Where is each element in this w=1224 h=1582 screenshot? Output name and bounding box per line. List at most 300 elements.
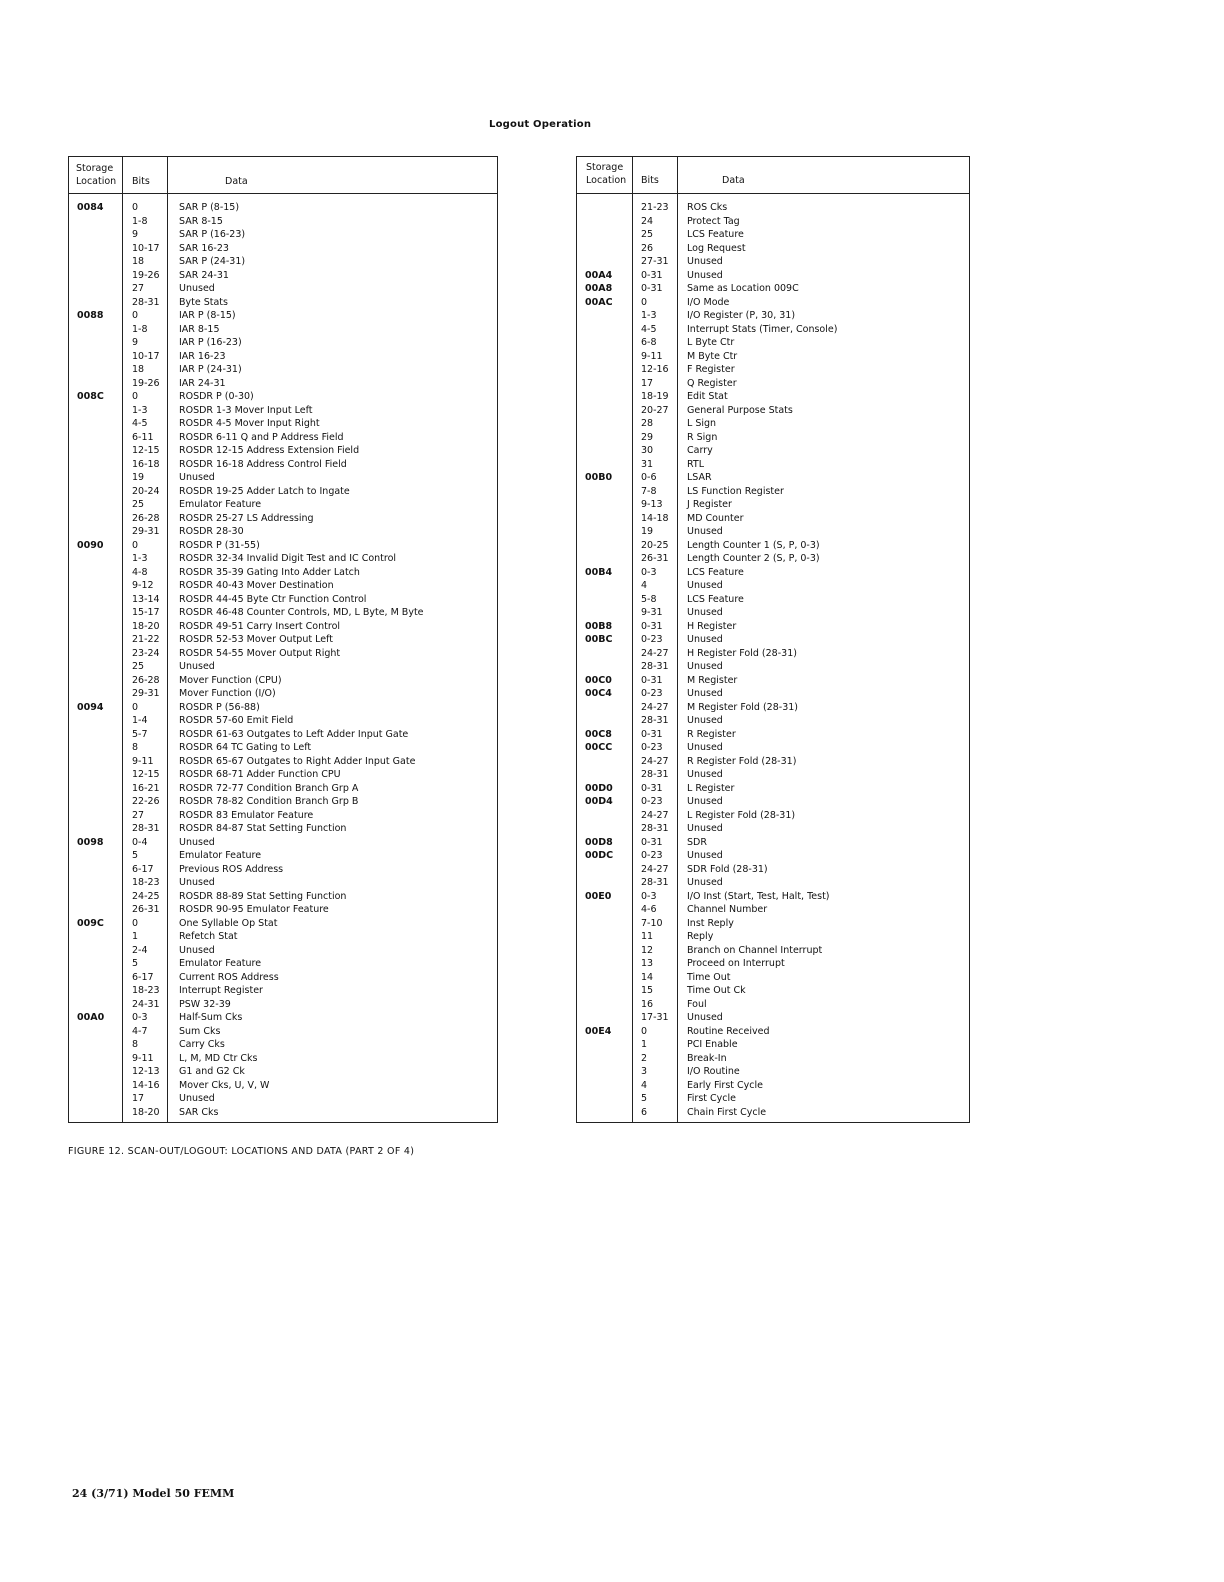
- table-row: [69, 890, 497, 904]
- cell-bits: 0-23: [641, 850, 663, 861]
- cell-bits: 14-18: [641, 512, 669, 524]
- table-row: [69, 228, 497, 242]
- cell-data: Reply: [687, 931, 714, 942]
- cell-bits: 28-31: [641, 661, 669, 672]
- cell-bits: 17: [132, 1093, 145, 1104]
- cell-data: J Register: [687, 499, 732, 510]
- cell-data: Previous ROS Address: [179, 863, 284, 875]
- cell-bits: 9-11: [641, 350, 663, 362]
- cell-location: 00A4: [585, 269, 613, 281]
- cell-data: L Sign: [687, 418, 717, 429]
- cell-data: RTL: [687, 458, 705, 470]
- table-row: [577, 417, 969, 431]
- cell-data: ROSDR P (0-30): [179, 391, 254, 402]
- cell-bits: 26-31: [641, 553, 669, 564]
- cell-bits: 16-21: [132, 782, 160, 794]
- cell-data: Refetch Stat: [179, 931, 238, 942]
- cell-bits: 1: [132, 931, 139, 942]
- cell-bits: 5: [641, 1093, 648, 1104]
- cell-data: R Register: [687, 728, 736, 740]
- cell-bits: 0-31: [641, 728, 663, 740]
- cell-data: SDR: [687, 836, 707, 848]
- cell-data: Unused: [687, 688, 723, 699]
- cell-data: ROSDR P (31-55): [179, 539, 260, 551]
- table-row: [577, 431, 969, 445]
- cell-data: Unused: [687, 823, 723, 834]
- cell-bits: 19: [132, 472, 145, 483]
- cell-location: 00E4: [585, 1025, 612, 1037]
- cell-bits: 31: [641, 458, 654, 470]
- cell-bits: 0-31: [641, 674, 663, 686]
- table-row: [69, 431, 497, 445]
- table-row: [69, 863, 497, 877]
- cell-bits: 12-16: [641, 364, 669, 375]
- table-row: [69, 647, 497, 661]
- table-row: [69, 876, 497, 890]
- table-row: [69, 606, 497, 620]
- cell-bits: 29-31: [132, 688, 160, 699]
- table-row: [69, 768, 497, 782]
- cell-data: Unused: [687, 769, 723, 780]
- cell-bits: 0: [132, 917, 139, 929]
- cell-data: ROSDR 78-82 Condition Branch Grp B: [179, 796, 359, 807]
- table-row: [69, 417, 497, 431]
- cell-data: ROSDR 16-18 Address Control Field: [179, 458, 347, 470]
- table-row: [577, 944, 969, 958]
- table-row: [577, 633, 969, 647]
- cell-data: Routine Received: [687, 1025, 770, 1037]
- cell-bits: 0-4: [132, 836, 148, 848]
- table-row: [577, 539, 969, 553]
- cell-data: ROSDR P (56-88): [179, 701, 260, 713]
- cell-bits: 12-15: [132, 445, 160, 456]
- cell-bits: 18: [132, 256, 145, 267]
- cell-bits: 0-31: [641, 269, 663, 281]
- cell-bits: 0: [132, 391, 139, 402]
- table-row: [69, 323, 497, 337]
- table-row: [69, 917, 497, 931]
- cell-bits: 16: [641, 998, 654, 1010]
- cell-bits: 18-20: [132, 620, 160, 632]
- cell-bits: 28-31: [641, 823, 669, 834]
- cell-bits: 5: [132, 958, 139, 969]
- cell-data: ROSDR 54-55 Mover Output Right: [179, 647, 341, 659]
- cell-data: SDR Fold (28-31): [687, 863, 768, 875]
- cell-bits: 27: [132, 283, 145, 294]
- cell-location: 00A8: [585, 283, 613, 294]
- table-row: [69, 903, 497, 917]
- cell-bits: 13-14: [132, 593, 160, 605]
- cell-data: ROSDR 72-77 Condition Branch Grp A: [179, 782, 359, 794]
- table-row: [69, 498, 497, 512]
- cell-data: Inst Reply: [687, 917, 734, 929]
- cell-bits: 4-5: [641, 323, 657, 335]
- table-row: [577, 444, 969, 458]
- table-row: [577, 701, 969, 715]
- cell-bits: 1-3: [641, 310, 657, 321]
- cell-bits: 13: [641, 958, 654, 969]
- cell-data: ROSDR 28-30: [179, 526, 244, 537]
- cell-data: Unused: [179, 283, 215, 294]
- table-row: [69, 485, 497, 499]
- cell-location: 00B4: [585, 566, 613, 578]
- cell-data: Unused: [179, 1093, 215, 1104]
- table-row: [69, 620, 497, 634]
- table-row: [69, 471, 497, 485]
- cell-data: Time Out Ck: [687, 985, 746, 996]
- table-row: [69, 1106, 497, 1120]
- cell-bits: 24-27: [641, 863, 669, 875]
- cell-bits: 9: [132, 229, 139, 240]
- table-row: [69, 336, 497, 350]
- table-row: [577, 404, 969, 418]
- table-row: [577, 579, 969, 593]
- cell-data: ROSDR 1-3 Mover Input Left: [179, 404, 313, 416]
- cell-bits: 25: [641, 229, 654, 240]
- cell-data: M Byte Ctr: [687, 350, 738, 362]
- cell-data: Byte Stats: [179, 296, 228, 308]
- cell-data: ROSDR 40-43 Mover Destination: [179, 580, 334, 591]
- cell-data: Interrupt Stats (Timer, Console): [687, 323, 838, 335]
- cell-data: Proceed on Interrupt: [687, 958, 785, 969]
- cell-bits: 0-3: [641, 566, 657, 578]
- cell-bits: 6-17: [132, 971, 154, 983]
- cell-bits: 1-8: [132, 215, 148, 227]
- header-location: Location: [76, 176, 117, 187]
- cell-location: 0098: [77, 836, 104, 848]
- table-row: [69, 998, 497, 1012]
- cell-data: I/O Register (P, 30, 31): [687, 310, 796, 321]
- table-body: [577, 201, 969, 1119]
- cell-bits: 3: [641, 1066, 648, 1077]
- cell-data: H Register Fold (28-31): [687, 647, 797, 659]
- table-row: [69, 687, 497, 701]
- cell-bits: 0-31: [641, 283, 663, 294]
- cell-bits: 0-3: [132, 1012, 148, 1023]
- cell-bits: 26-28: [132, 674, 160, 686]
- cell-bits: 6-11: [132, 431, 154, 443]
- table-row: [577, 593, 969, 607]
- cell-bits: 9-11: [132, 755, 154, 767]
- table-row: [577, 296, 969, 310]
- cell-data: SAR P (24-31): [179, 256, 246, 267]
- table-row: [69, 1038, 497, 1052]
- cell-bits: 15: [641, 985, 654, 996]
- cell-bits: 10-17: [132, 242, 160, 254]
- table-row: [577, 350, 969, 364]
- table-row: [577, 930, 969, 944]
- table-row: [577, 552, 969, 566]
- cell-bits: 24-27: [641, 647, 669, 659]
- cell-bits: 20-25: [641, 539, 669, 551]
- cell-bits: 24: [641, 215, 654, 227]
- table-row: [69, 957, 497, 971]
- cell-bits: 5-7: [132, 728, 148, 740]
- header-location: Location: [586, 175, 627, 186]
- cell-bits: 7-8: [641, 485, 657, 497]
- cell-data: ROSDR 65-67 Outgates to Right Adder Input Gate: [179, 755, 416, 767]
- cell-data: SAR 8-15: [179, 215, 223, 227]
- cell-bits: 16-18: [132, 458, 160, 470]
- cell-data: Chain First Cycle: [687, 1106, 767, 1118]
- cell-data: Unused: [179, 472, 215, 483]
- cell-data: PSW 32-39: [179, 998, 231, 1010]
- cell-data: Length Counter 2 (S, P, 0-3): [687, 553, 820, 564]
- table-row: [69, 593, 497, 607]
- table-row: [577, 566, 969, 580]
- table-row: [577, 836, 969, 850]
- table-row: [577, 525, 969, 539]
- cell-bits: 6: [641, 1106, 648, 1118]
- cell-data: H Register: [687, 620, 737, 632]
- table-row: [577, 998, 969, 1012]
- cell-location: 00CC: [585, 742, 613, 753]
- cell-bits: 0-23: [641, 796, 663, 807]
- table-row: [69, 944, 497, 958]
- cell-data: L, M, MD Ctr Cks: [179, 1052, 258, 1064]
- cell-bits: 4-6: [641, 904, 657, 915]
- cell-data: Mover Cks, U, V, W: [179, 1079, 270, 1091]
- table-row: [69, 782, 497, 796]
- table-row: [577, 674, 969, 688]
- cell-data: M Register Fold (28-31): [687, 701, 798, 713]
- cell-location: 00C0: [585, 674, 612, 686]
- table-row: [577, 255, 969, 269]
- cell-bits: 9-13: [641, 499, 663, 510]
- cell-data: Unused: [179, 836, 215, 848]
- table-row: [577, 458, 969, 472]
- cell-location: 0088: [77, 310, 104, 321]
- cell-data: ROSDR 57-60 Emit Field: [179, 715, 294, 726]
- cell-data: Unused: [687, 607, 723, 618]
- table-row: [69, 309, 497, 323]
- cell-bits: 6-17: [132, 863, 154, 875]
- cell-bits: 19: [641, 526, 654, 537]
- cell-bits: 0-6: [641, 472, 657, 483]
- cell-location: 00D4: [585, 796, 613, 807]
- cell-data: IAR P (24-31): [179, 364, 242, 375]
- table-row: [577, 471, 969, 485]
- table-row: [69, 1079, 497, 1093]
- cell-bits: 10-17: [132, 350, 160, 362]
- table-row: [69, 242, 497, 256]
- table-row: [577, 903, 969, 917]
- left-table: [68, 156, 498, 1123]
- cell-bits: 21-22: [132, 634, 160, 645]
- cell-data: Carry: [687, 445, 713, 456]
- cell-data: Break-In: [687, 1052, 727, 1064]
- header-data: Data: [722, 175, 745, 186]
- cell-bits: 28-31: [641, 715, 669, 726]
- cell-bits: 27: [132, 809, 145, 821]
- cell-bits: 0: [132, 202, 139, 213]
- table-row: [577, 485, 969, 499]
- cell-data: G1 and G2 Ck: [179, 1066, 245, 1077]
- cell-location: 008C: [77, 391, 104, 402]
- cell-bits: 12: [641, 944, 654, 956]
- cell-location: 0094: [77, 701, 104, 713]
- cell-bits: 0-31: [641, 620, 663, 632]
- cell-data: I/O Inst (Start, Test, Halt, Test): [687, 890, 830, 902]
- table-row: [69, 660, 497, 674]
- cell-bits: 19-26: [132, 377, 160, 389]
- cell-bits: 0-31: [641, 836, 663, 848]
- cell-bits: 25: [132, 661, 145, 672]
- table-row: [69, 539, 497, 553]
- cell-bits: 25: [132, 499, 145, 510]
- cell-data: ROSDR 88-89 Stat Setting Function: [179, 890, 347, 902]
- cell-bits: 5-8: [641, 593, 657, 605]
- cell-bits: 9-11: [132, 1052, 154, 1064]
- table-row: [577, 1038, 969, 1052]
- cell-bits: 14: [641, 971, 654, 983]
- cell-bits: 0: [132, 701, 139, 713]
- table-row: [577, 336, 969, 350]
- table-row: [577, 606, 969, 620]
- cell-bits: 1-8: [132, 323, 148, 335]
- cell-bits: 12-15: [132, 769, 160, 780]
- table-row: [577, 647, 969, 661]
- cell-bits: 4-8: [132, 566, 148, 578]
- cell-data: R Register Fold (28-31): [687, 755, 797, 767]
- cell-bits: 1-4: [132, 715, 148, 726]
- cell-data: Foul: [687, 998, 707, 1010]
- cell-bits: 20-24: [132, 485, 160, 497]
- cell-bits: 0-23: [641, 688, 663, 699]
- cell-data: IAR 16-23: [179, 350, 226, 362]
- cell-data: SAR P (16-23): [179, 229, 246, 240]
- table-row: [69, 215, 497, 229]
- cell-data: One Syllable Op Stat: [179, 917, 278, 929]
- cell-data: ROSDR 12-15 Address Extension Field: [179, 445, 360, 456]
- cell-data: IAR 24-31: [179, 377, 226, 389]
- cell-bits: 22-26: [132, 796, 160, 807]
- cell-data: ROSDR 64 TC Gating to Left: [179, 742, 312, 753]
- cell-location: 00B8: [585, 620, 613, 632]
- cell-bits: 0: [132, 539, 139, 551]
- table-row: [577, 890, 969, 904]
- table-row: [577, 498, 969, 512]
- table-row: [69, 728, 497, 742]
- table-row: [577, 1106, 969, 1120]
- table-row: [69, 458, 497, 472]
- table-row: [577, 1025, 969, 1039]
- cell-data: ROSDR 49-51 Carry Insert Control: [179, 620, 341, 632]
- table-row: [577, 1092, 969, 1106]
- cell-data: SAR 24-31: [179, 269, 229, 281]
- cell-bits: 28-31: [641, 877, 669, 888]
- table-row: [69, 1052, 497, 1066]
- cell-data: SAR 16-23: [179, 242, 229, 254]
- cell-data: ROSDR 6-11 Q and P Address Field: [179, 431, 344, 443]
- cell-bits: 0: [641, 296, 648, 308]
- cell-location: 009C: [77, 917, 104, 929]
- header-bits: Bits: [641, 175, 659, 186]
- cell-data: Unused: [179, 877, 215, 888]
- table-row: [69, 755, 497, 769]
- cell-data: ROSDR 61-63 Outgates to Left Adder Input Gate: [179, 728, 409, 740]
- table-row: [69, 201, 497, 215]
- cell-data: LS Function Register: [687, 485, 784, 497]
- cell-location: 00C8: [585, 728, 612, 740]
- table-row: [577, 822, 969, 836]
- table-row: [69, 930, 497, 944]
- cell-data: LCS Feature: [687, 566, 744, 578]
- cell-location: 00E0: [585, 890, 612, 902]
- cell-bits: 24-27: [641, 809, 669, 821]
- cell-bits: 8: [132, 742, 139, 753]
- cell-location: 00A0: [77, 1012, 105, 1023]
- table-row: [577, 957, 969, 971]
- cell-data: Unused: [687, 877, 723, 888]
- table-row: [69, 1092, 497, 1106]
- cell-data: ROSDR 19-25 Adder Latch to Ingate: [179, 485, 350, 497]
- cell-data: F Register: [687, 364, 735, 375]
- table-row: [69, 714, 497, 728]
- table-row: [577, 863, 969, 877]
- cell-data: Mover Function (I/O): [179, 688, 276, 699]
- table-row: [69, 444, 497, 458]
- cell-bits: 0: [132, 310, 139, 321]
- cell-location: 00B0: [585, 472, 613, 483]
- cell-bits: 1-3: [132, 553, 148, 564]
- table-row: [577, 984, 969, 998]
- cell-data: ROSDR 44-45 Byte Ctr Function Control: [179, 593, 367, 605]
- table-row: [69, 633, 497, 647]
- cell-data: Log Request: [687, 242, 746, 254]
- cell-bits: 28-31: [132, 823, 160, 834]
- cell-data: Unused: [687, 269, 723, 281]
- table-row: [69, 822, 497, 836]
- table-row: [69, 849, 497, 863]
- table-row: [577, 809, 969, 823]
- cell-bits: 24-25: [132, 890, 160, 902]
- table-row: [69, 1065, 497, 1079]
- cell-data: Carry Cks: [179, 1039, 225, 1050]
- cell-data: Protect Tag: [687, 215, 740, 227]
- page-footer: 24 (3/71) Model 50 FEMM: [72, 1487, 235, 1500]
- table-row: [577, 1079, 969, 1093]
- cell-location: 0084: [77, 202, 104, 213]
- right-table: [576, 156, 970, 1123]
- cell-data: Branch on Channel Interrupt: [687, 944, 823, 956]
- cell-bits: 27-31: [641, 256, 669, 267]
- table-body: [69, 201, 497, 1119]
- cell-bits: 18-20: [132, 1106, 160, 1118]
- cell-location: 00AC: [585, 296, 613, 308]
- table-row: [69, 566, 497, 580]
- cell-bits: 1-3: [132, 404, 148, 416]
- table-row: [577, 660, 969, 674]
- cell-location: 00C4: [585, 688, 612, 699]
- table-row: [577, 1011, 969, 1025]
- cell-data: ROSDR 35-39 Gating Into Adder Latch: [179, 566, 360, 578]
- cell-location: 00D8: [585, 836, 613, 848]
- table-row: [577, 755, 969, 769]
- table-row: [69, 674, 497, 688]
- cell-bits: 26-31: [132, 904, 160, 915]
- cell-bits: 9-12: [132, 580, 154, 591]
- cell-data: ROSDR 90-95 Emulator Feature: [179, 904, 329, 915]
- cell-data: IAR 8-15: [179, 323, 220, 335]
- table-row: [69, 350, 497, 364]
- table-row: [577, 363, 969, 377]
- table-row: [69, 795, 497, 809]
- cell-data: MD Counter: [687, 512, 744, 524]
- cell-bits: 28-31: [641, 769, 669, 780]
- table-row: [69, 984, 497, 998]
- cell-bits: 9: [132, 337, 139, 348]
